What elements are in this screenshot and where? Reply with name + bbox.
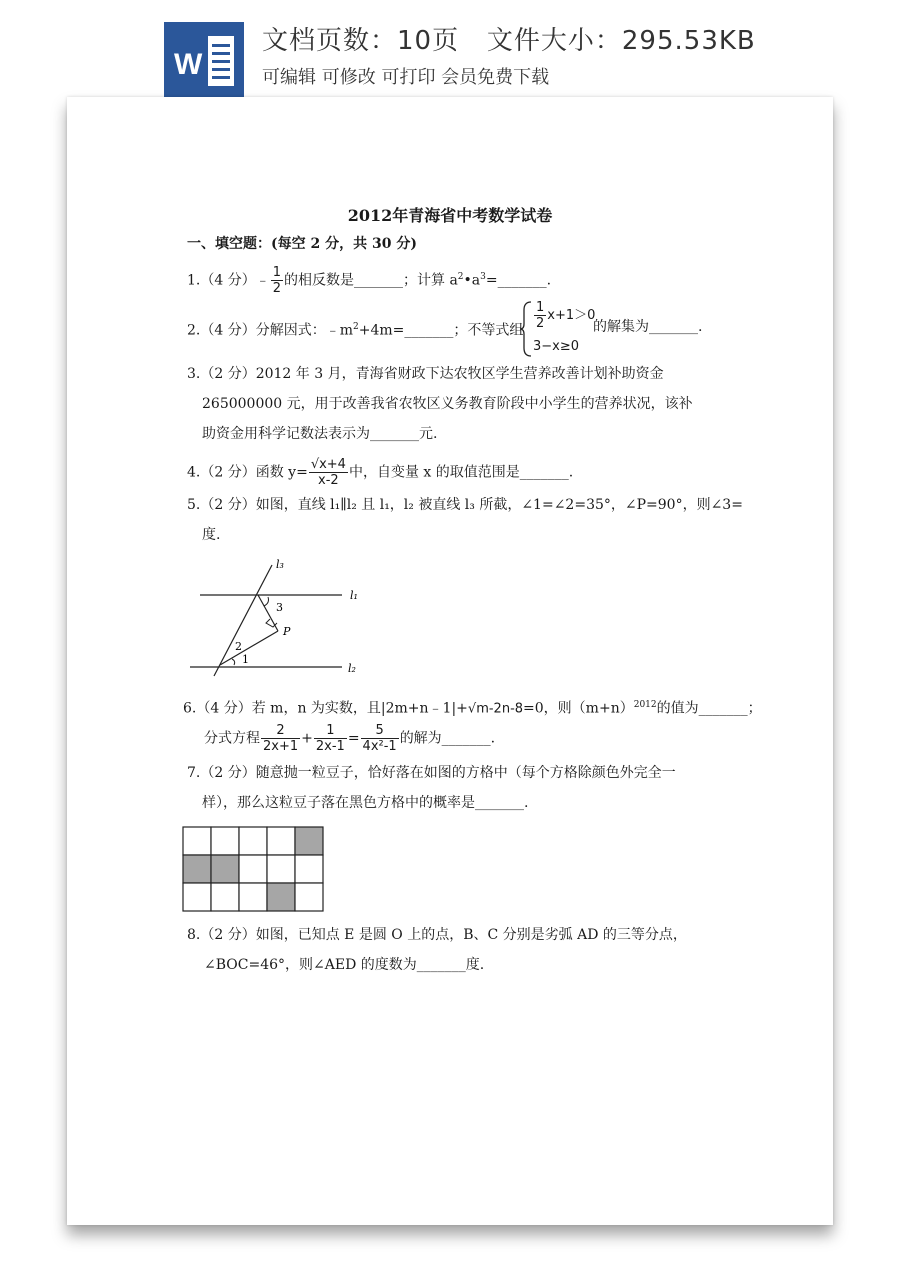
q6-f2-d: 2x-1 bbox=[315, 739, 345, 754]
question-6-line1 bbox=[183, 695, 762, 720]
q1-mid: •a bbox=[463, 272, 481, 289]
grid-cell bbox=[239, 883, 267, 911]
question-6-line2 bbox=[204, 723, 495, 754]
section-heading: 一、填空题：(每空 2 分，共 30 分) bbox=[187, 236, 417, 252]
q6-fraction-2 bbox=[314, 723, 347, 754]
parallel-lines-figure bbox=[182, 559, 382, 679]
label-angle-1: 1 bbox=[242, 653, 249, 666]
q1-exp2: 3 bbox=[480, 271, 486, 282]
grid-cell bbox=[239, 855, 267, 883]
question-2 bbox=[187, 317, 523, 341]
angle-3-arc bbox=[264, 597, 269, 606]
q1-text: 的相反数是_______；计算 a bbox=[284, 272, 458, 289]
q6-exponent: 2012 bbox=[633, 700, 657, 710]
q1-end: =_______. bbox=[485, 272, 552, 289]
q2-sys-frac-d: 2 bbox=[536, 316, 545, 331]
q6-fraction-3 bbox=[361, 723, 399, 754]
grid-cell-shaded bbox=[211, 855, 239, 883]
grid-cell bbox=[183, 827, 211, 855]
grid-cell-shaded bbox=[295, 827, 323, 855]
question-3-line2: 265000000 元，用于改善我省农牧区义务教育阶段中小学生的营养状况，该补 bbox=[202, 396, 693, 412]
q1-frac-numerator: 1 bbox=[272, 265, 281, 280]
angle-arc bbox=[232, 659, 235, 665]
label-l1: l₁ bbox=[350, 589, 358, 602]
page-count: 文档页数：10页 bbox=[262, 26, 460, 56]
label-angle-3: 3 bbox=[276, 601, 283, 614]
question-3-line1: 3.（2 分）2012 年 3 月，青海省财政下达农牧区学生营养改善计划补助资金 bbox=[187, 366, 664, 382]
grid-cell bbox=[183, 883, 211, 911]
q2-exp: 2 bbox=[353, 322, 359, 332]
q2-brace bbox=[519, 300, 533, 358]
q4-frac-denominator: x-2 bbox=[318, 473, 339, 488]
grid-cell bbox=[295, 855, 323, 883]
q6-equals: = bbox=[347, 730, 360, 747]
q6-end: 的值为_______； bbox=[656, 700, 762, 717]
q2-sys-fraction bbox=[534, 300, 546, 331]
probability-grid bbox=[182, 826, 324, 912]
q2-sys1-rest: x+1＞0 bbox=[547, 308, 596, 323]
grid-cell bbox=[211, 827, 239, 855]
q6-post: =0，则（m+n） bbox=[523, 700, 634, 717]
q2-text2: +4m=_______；不等式组 bbox=[358, 322, 524, 339]
grid-cell-shaded bbox=[267, 883, 295, 911]
q2-sys-frac-n: 1 bbox=[536, 300, 545, 315]
q1-fraction bbox=[271, 265, 283, 296]
word-doc-icon bbox=[164, 22, 244, 98]
file-size: 文件大小：295.53KB bbox=[486, 26, 756, 56]
q4-fraction bbox=[309, 457, 348, 488]
question-8-line1: 8.（2 分）如图，已知点 E 是圆 O 上的点，B、C 分别是劣弧 AD 的三等分点， bbox=[187, 927, 687, 943]
q1-frac-denominator: 2 bbox=[272, 281, 281, 296]
document-info bbox=[262, 20, 756, 89]
question-8-line2: ∠BOC=46°，则∠AED 的度数为_______度. bbox=[204, 957, 485, 973]
q6-radical: √m-2n-8 bbox=[467, 701, 524, 717]
document-page bbox=[67, 97, 833, 1225]
q6-f1-d: 2x+1 bbox=[263, 739, 299, 754]
label-l3: l₃ bbox=[276, 559, 284, 571]
header bbox=[0, 0, 900, 100]
q6-pre: 6.（4 分）若 m，n 为实数，且|2m+n﹣1|+ bbox=[183, 700, 468, 717]
question-4 bbox=[187, 457, 573, 488]
question-3-line3: 助资金用科学记数法表示为_______元. bbox=[202, 426, 438, 442]
question-7-line1: 7.（2 分）随意抛一粒豆子，恰好落在如图的方格中（每个方格除颜色外完全一 bbox=[187, 765, 676, 781]
q6-line2-pre: 分式方程 bbox=[204, 730, 260, 747]
label-p: P bbox=[283, 625, 291, 638]
grid-cell bbox=[239, 827, 267, 855]
q6-f3-n: 5 bbox=[361, 723, 399, 739]
q6-f1-n: 2 bbox=[261, 723, 300, 739]
grid-cell bbox=[267, 827, 295, 855]
feature-list: 可编辑 可修改 可打印 会员免费下载 bbox=[262, 67, 550, 88]
q6-fraction-1 bbox=[261, 723, 300, 754]
label-l2: l₂ bbox=[348, 662, 356, 675]
doc-stats-line bbox=[262, 20, 756, 57]
question-7-line2: 样），那么这粒豆子落在黑色方格中的概率是_______. bbox=[202, 795, 529, 811]
grid-cell bbox=[267, 855, 295, 883]
q2-system-line2: 3−x≥0 bbox=[533, 339, 580, 354]
q6-plus: + bbox=[301, 730, 313, 747]
grid-cell bbox=[295, 883, 323, 911]
q2-text: 2.（4 分）分解因式：﹣m bbox=[187, 322, 353, 339]
grid-cell bbox=[211, 883, 239, 911]
q4-pre: 4.（2 分）函数 y= bbox=[187, 464, 308, 481]
q1-number: 1.（4 分）﹣ bbox=[187, 272, 270, 289]
q2-end: 的解集为_______. bbox=[593, 319, 703, 335]
question-5-line2: 度. bbox=[202, 527, 221, 543]
q6-f2-n: 1 bbox=[314, 723, 347, 739]
q4-frac-numerator: √x+4 bbox=[310, 457, 346, 472]
grid-cell-shaded bbox=[183, 855, 211, 883]
question-1 bbox=[187, 265, 551, 296]
q6-line2-end: 的解为_______. bbox=[399, 730, 496, 747]
word-icon-letter: W bbox=[174, 48, 203, 81]
q2-system-line1 bbox=[533, 300, 595, 331]
q1-exp1: 2 bbox=[457, 271, 464, 282]
label-angle-2: 2 bbox=[235, 640, 242, 653]
q4-post: 中，自变量 x 的取值范围是_______. bbox=[348, 464, 574, 481]
page-title: 2012年青海省中考数学试卷 bbox=[347, 206, 553, 225]
question-5-line1: 5.（2 分）如图，直线 l₁∥l₂ 且 l₁，l₂ 被直线 l₃ 所截，∠1=∠2=35°，∠P=90°，则∠3= bbox=[187, 497, 743, 513]
q6-f3-d: 4x²-1 bbox=[362, 739, 397, 754]
